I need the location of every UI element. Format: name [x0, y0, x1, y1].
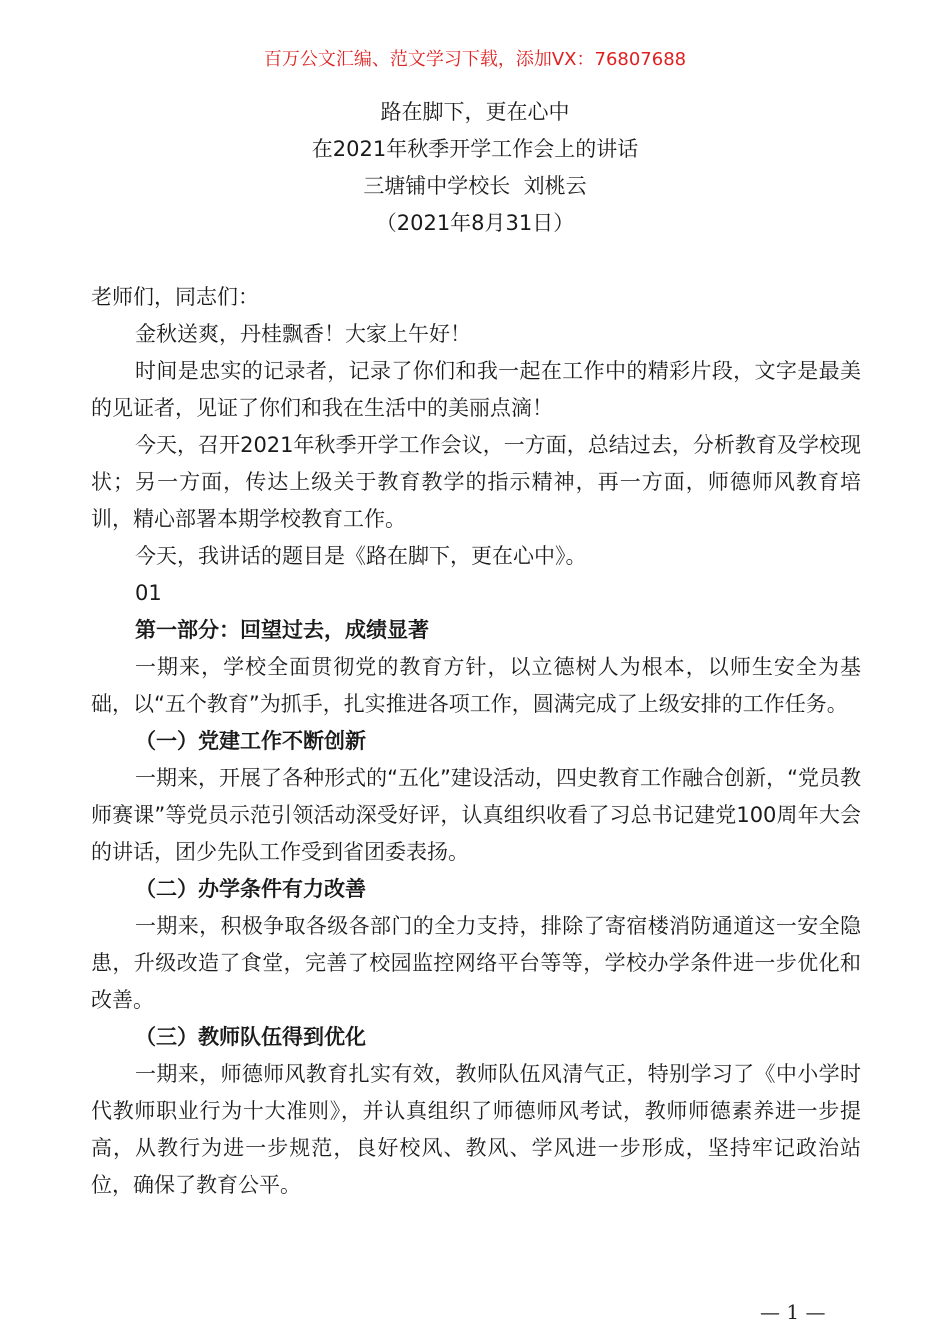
subsection-heading: （一）党建工作不断创新 — [135, 729, 366, 753]
subsection-text: 一期来，积极争取各级各部门的全力支持，排除了寄宿楼消防通道这一安全隐患，升级改造了食堂，完善了校园监控网络平台等等，学校办学条件进一步优化和改善。 — [91, 914, 861, 1012]
subsection-text: 一期来，开展了各种形式的“五化”建设活动，四史教育工作融合创新，“党员教师赛课”等党员示范引领活动深受好评，认真组织收看了习总书记建党100周年大会的讲话，团少先队工作受到省团委表扬。 — [91, 766, 861, 864]
paragraph: 今天，召开2021年秋季开学工作会议，一方面，总结过去，分析教育及学校现状；另一方面，传达上级关于教育教学的指示精神，再一方面，师德师风教育培训，精心部署本期学校教育工作。 — [91, 433, 861, 531]
salutation: 老师们，同志们： — [91, 285, 259, 309]
paragraph: 今天，我讲话的题目是《路在脚下，更在心中》。 — [135, 544, 587, 568]
section-heading: 第一部分：回望过去，成绩显著 — [135, 618, 429, 642]
document-subtitle: 在2021年秋季开学工作会上的讲话 — [311, 137, 639, 161]
subsection-text: 一期来，师德师风教育扎实有效，教师队伍风清气正，特别学习了《中小学时代教师职业行为十大准则》，并认真组织了师德师风考试，教师师德素养进一步提高，从教行为进一步规范，良好校风、教风、学风进一步形成，坚持牢记政治站位，确保了教育公平。 — [91, 1062, 861, 1197]
document-title: 路在脚下，更在心中 — [380, 100, 570, 124]
subsection-heading: （二）办学条件有力改善 — [135, 877, 366, 901]
watermark-banner: 百万公文汇编、范文学习下载，添加VX：76807688 — [263, 49, 687, 70]
paragraph: 金秋送爽，丹桂飘香！大家上午好！ — [135, 322, 471, 346]
document-body — [91, 279, 861, 1204]
section-number: 01 — [135, 581, 162, 605]
subsection-heading: （三）教师队伍得到优化 — [135, 1025, 366, 1049]
page-number: — 1 — — [760, 1300, 826, 1324]
document-date: （2021年8月31日） — [375, 211, 575, 235]
paragraph: 时间是忠实的记录者，记录了你们和我一起在工作中的精彩片段，文字是最美的见证者，见证了你们和我在生活中的美丽点滴！ — [91, 359, 861, 420]
section-intro: 一期来，学校全面贯彻党的教育方针，以立德树人为根本，以师生安全为基础，以“五个教育”为抓手，扎实推进各项工作，圆满完成了上级安排的工作任务。 — [91, 655, 861, 716]
title-block — [0, 94, 950, 242]
document-author: 三塘铺中学校长 刘桃云 — [363, 174, 587, 198]
